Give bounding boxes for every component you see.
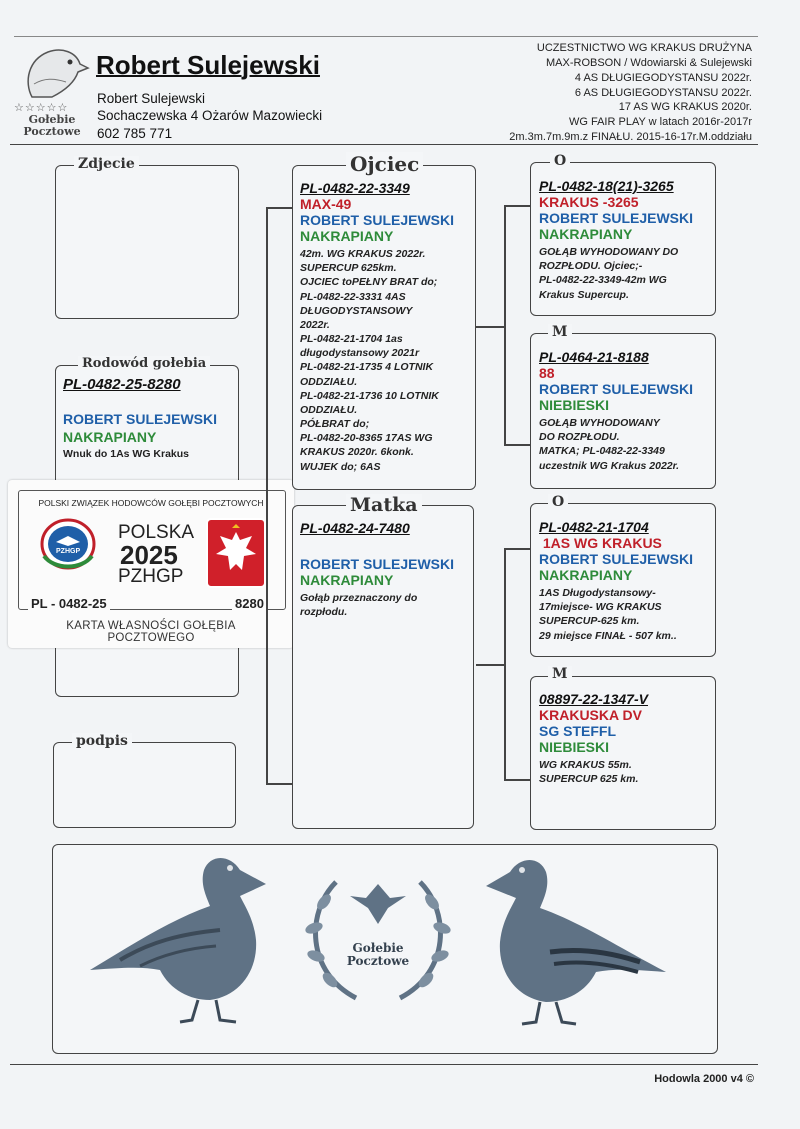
mf-note: 1AS Długodystansowy- 17miejsce- WG KRAKUS SUPERCUP-625 km. 29 miejsce FINAŁ - 507 km.. [539,587,677,642]
mm-note: WG KRAKUS 55m. SUPERCUP 625 km. [539,759,639,786]
wreath-text-line1: Gołebie [352,941,404,955]
photo-box [55,165,239,319]
mf-owner: ROBERT SULEJEWSKI [539,551,694,567]
achievements-block [432,41,752,145]
connector [504,205,530,207]
mf-ring: PL-0482-21-1704 [539,519,649,535]
father-owner: ROBERT SULEJEWSKI [300,212,455,228]
wreath-text-line2: Pocztowe [346,954,410,969]
mother-owner: ROBERT SULEJEWSKI [300,556,455,572]
pigeon-right-icon [470,852,680,1032]
photo-label: Zdjecie [74,156,139,172]
mm-owner: SG STEFFL [539,723,616,739]
address-street: Sochaczewska 4 Ożarów Mazowiecki [97,108,323,124]
logo-stars: ☆☆☆☆☆ [14,102,69,114]
card-footer: KARTA WŁASNOŚCI GOŁĘBIA POCZTOWEGO [66,620,236,644]
connector [476,664,504,666]
ff-name: KRAKUS -3265 [539,194,639,210]
logo-text-line2: Pocztowe [23,125,81,139]
card-badge: PZHGP [56,548,81,555]
fm-ring: PL-0464-21-8188 [539,349,649,365]
achievement-line: MAX-ROBSON / Wdowiarski & Sulejewski [546,56,752,69]
achievement-line: 17 AS WG KRAKUS 2020r. [618,101,752,114]
signature-box [53,742,236,828]
mother-ring: PL-0482-24-7480 [300,520,410,536]
owner-address [97,90,322,142]
logo-text [14,114,90,138]
ff-owner: ROBERT SULEJEWSKI [539,210,694,226]
address-phone: 602 785 771 [97,125,173,141]
achievement-line: 2m.3m.7m.9m.z FINAŁU. 2015-16-17r.M.oddziału [509,131,752,144]
pigeon-color: NAKRAPIANY [63,429,157,445]
connector [504,548,530,550]
father-color: NAKRAPIANY [300,228,394,244]
achievement-line: UCZESTNICTWO WG KRAKUS DRUŻYNA [536,42,752,54]
pigeon-owner: ROBERT SULEJEWSKI [63,411,218,427]
footer-credit: Hodowla 2000 v4 © [654,1073,754,1085]
wreath-logo [296,862,460,1012]
connector [504,205,506,445]
card-ring-number: 8280 [232,596,267,611]
ff-note: GOŁĄB WYHODOWANY DO ROZPŁODU. Ojciec;- PL-0482-22-3349-42m WG Krakus Supercup. [539,246,679,301]
card-year: 2025 [120,540,178,570]
footer-divider [10,1064,758,1065]
mm-name: KRAKUSKA DV [539,707,642,723]
father-note: 42m. WG KRAKUS 2022r. SUPERCUP 625km. OJCIEC toPEŁNY BRAT do; PL-0482-22-3331 4AS DŁUGODYSTANSOWY 2022r. PL-0482-21-1704 1as długodystansowy 2021r PL-0482-21-1735 4 LOTNIK ODDZIAŁU. PL-0482-21-1736 10 LOTNIK ODDZIAŁU. PÓŁBRAT do; PL-0482-20-8365 17AS WG KRAKUS 2020r. 6konk. WUJEK do; 6AS [300,248,439,473]
wreath-text [296,942,460,968]
pigeon-head-icon [14,42,90,102]
fm-note: GOŁĄB WYHODOWANY DO ROZPŁODU. MATKA; PL-0482-22-3349 uczestnik WG Krakus 2022r. [539,417,680,472]
connector [504,779,530,781]
pigeon-note: Wnuk do 1As WG Krakus [63,448,190,460]
mother-note: Gołąb przeznaczony do rozpłodu. [300,592,418,619]
ownership-card [8,480,294,648]
achievement-line: 4 AS DŁUGIEGODYSTANSU 2022r. [574,71,752,84]
father-info [300,180,472,474]
pedigree-label: Rodowód gołebia [78,356,210,371]
mf-name: 1AS WG KRAKUS [539,535,662,551]
pigeon-info [63,376,239,461]
achievement-line: 6 AS DŁUGIEGODYSTANSU 2022r. [574,86,752,99]
logo-text-line1: Gołebie [28,113,76,126]
mm-info [539,691,715,786]
father-name: MAX-49 [300,196,352,212]
connector [266,207,292,209]
card-org-short: PZHGP [118,566,184,587]
card-org: POLSKI ZWIĄZEK HODOWCÓW GOŁĘBI POCZTOWYCH [38,498,264,508]
connector [266,783,292,785]
fm-owner: ROBERT SULEJEWSKI [539,381,694,397]
mother-color: NAKRAPIANY [300,572,394,588]
header-logo [14,42,90,140]
fm-label: M [548,324,572,340]
header-divider-top [14,36,758,37]
fm-color: NIEBIESKI [539,397,610,413]
fm-name: 88 [539,365,555,381]
ff-ring: PL-0482-18(21)-3265 [539,178,674,194]
pigeon-left-icon [80,850,280,1030]
mf-color: NAKRAPIANY [539,567,633,583]
mm-label: M [548,666,572,682]
mother-label: Matka [346,494,422,516]
ff-label: O [550,153,570,169]
card-ring-prefix: PL - 0482-25 [28,596,110,611]
achievement-line: WG FAIR PLAY w latach 2016r-2017r [568,116,752,129]
pzhgp-logo-icon [30,516,112,572]
father-label: Ojciec [346,152,423,176]
connector [266,207,268,783]
eagle-emblem-icon [206,518,266,588]
address-name: Robert Sulejewski [97,91,206,106]
connector [504,548,506,780]
mf-label: O [548,494,568,510]
signature-label: podpis [72,733,132,749]
page-title: Robert Sulejewski [96,50,320,80]
fm-info [539,349,715,473]
mm-color: NIEBIESKI [539,739,610,755]
ff-info [539,178,715,302]
mother-info [300,520,470,619]
header-divider [10,144,758,145]
connector [504,444,530,446]
ff-color: NAKRAPIANY [539,226,633,242]
mm-ring: 08897-22-1347-V [539,691,648,707]
connector [476,326,504,328]
card-country: POLSKA [118,522,195,543]
mf-info [539,519,715,643]
laurel-wreath-icon [296,862,460,1012]
father-ring: PL-0482-22-3349 [300,180,410,196]
pigeon-ring: PL-0482-25-8280 [63,376,181,393]
